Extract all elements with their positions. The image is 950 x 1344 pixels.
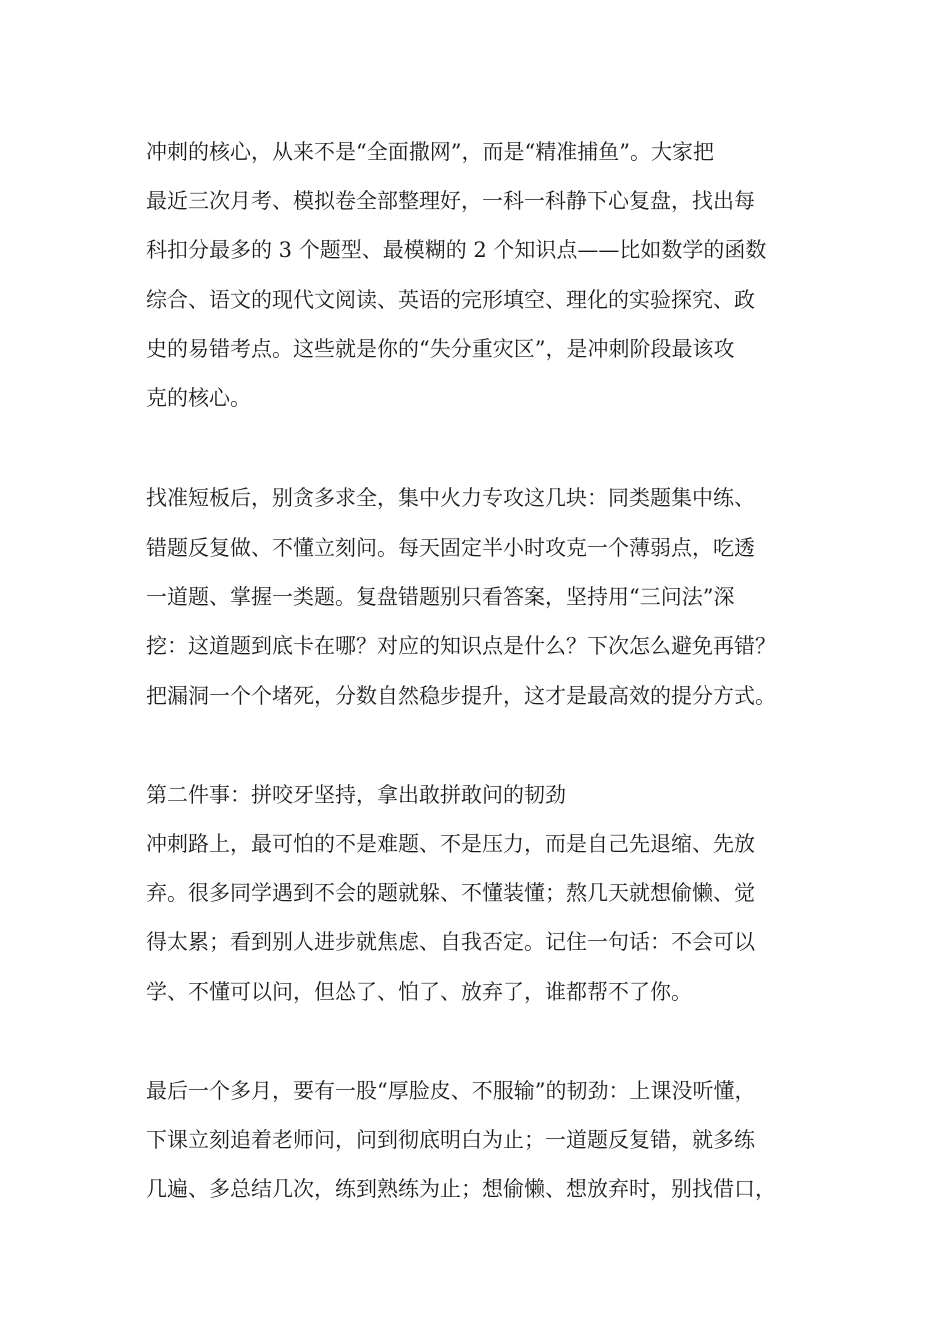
paragraph-line: 一道题、掌握一类题。复盘错题别只看答案，坚持用“三问法”深 xyxy=(146,585,735,609)
paragraph-line: 史的易错考点。这些就是你的“失分重灾区”，是冲刺阶段最该攻 xyxy=(146,337,735,361)
paragraph-line: 科扣分最多的 3 个题型、最模糊的 2 个知识点——比如数学的函数 xyxy=(146,238,767,262)
paragraph-line: 把漏洞一个个堵死，分数自然稳步提升，这才是最高效的提分方式。 xyxy=(146,684,776,708)
section-heading: 第二件事：拼咬牙坚持，拿出敢拼敢问的韧劲 xyxy=(146,783,566,807)
paragraph-line: 下课立刻追着老师问，问到彻底明白为止；一道题反复错，就多练 xyxy=(146,1128,755,1152)
paragraph-line: 最近三次月考、模拟卷全部整理好，一科一科静下心复盘，找出每 xyxy=(146,189,755,213)
paragraph-line: 找准短板后，别贪多求全，集中火力专攻这几块：同类题集中练、 xyxy=(146,486,755,510)
paragraph-line: 弃。很多同学遇到不会的题就躲、不懂装懂；熬几天就想偷懒、觉 xyxy=(146,881,755,905)
paragraph-line: 学、不懂可以问，但怂了、怕了、放弃了，谁都帮不了你。 xyxy=(146,980,692,1004)
paragraph-line: 冲刺的核心，从来不是“全面撒网”，而是“精准捕鱼”。大家把 xyxy=(146,140,714,164)
paragraph-line: 得太累；看到别人进步就焦虑、自我否定。记住一句话：不会可以 xyxy=(146,930,755,954)
paragraph-line: 挖：这道题到底卡在哪？对应的知识点是什么？下次怎么避免再错？ xyxy=(146,634,776,658)
paragraph-line: 克的核心。 xyxy=(146,386,251,410)
paragraph-line: 冲刺路上，最可怕的不是难题、不是压力，而是自己先退缩、先放 xyxy=(146,832,755,856)
paragraph-line: 综合、语文的现代文阅读、英语的完形填空、理化的实验探究、政 xyxy=(146,288,755,312)
paragraph-line: 几遍、多总结几次，练到熟练为止；想偷懒、想放弃时，别找借口， xyxy=(146,1177,776,1201)
paragraph-line: 最后一个多月，要有一股“厚脸皮、不服输”的韧劲：上课没听懂， xyxy=(146,1079,756,1103)
paragraph-line: 错题反复做、不懂立刻问。每天固定半小时攻克一个薄弱点，吃透 xyxy=(146,536,755,560)
